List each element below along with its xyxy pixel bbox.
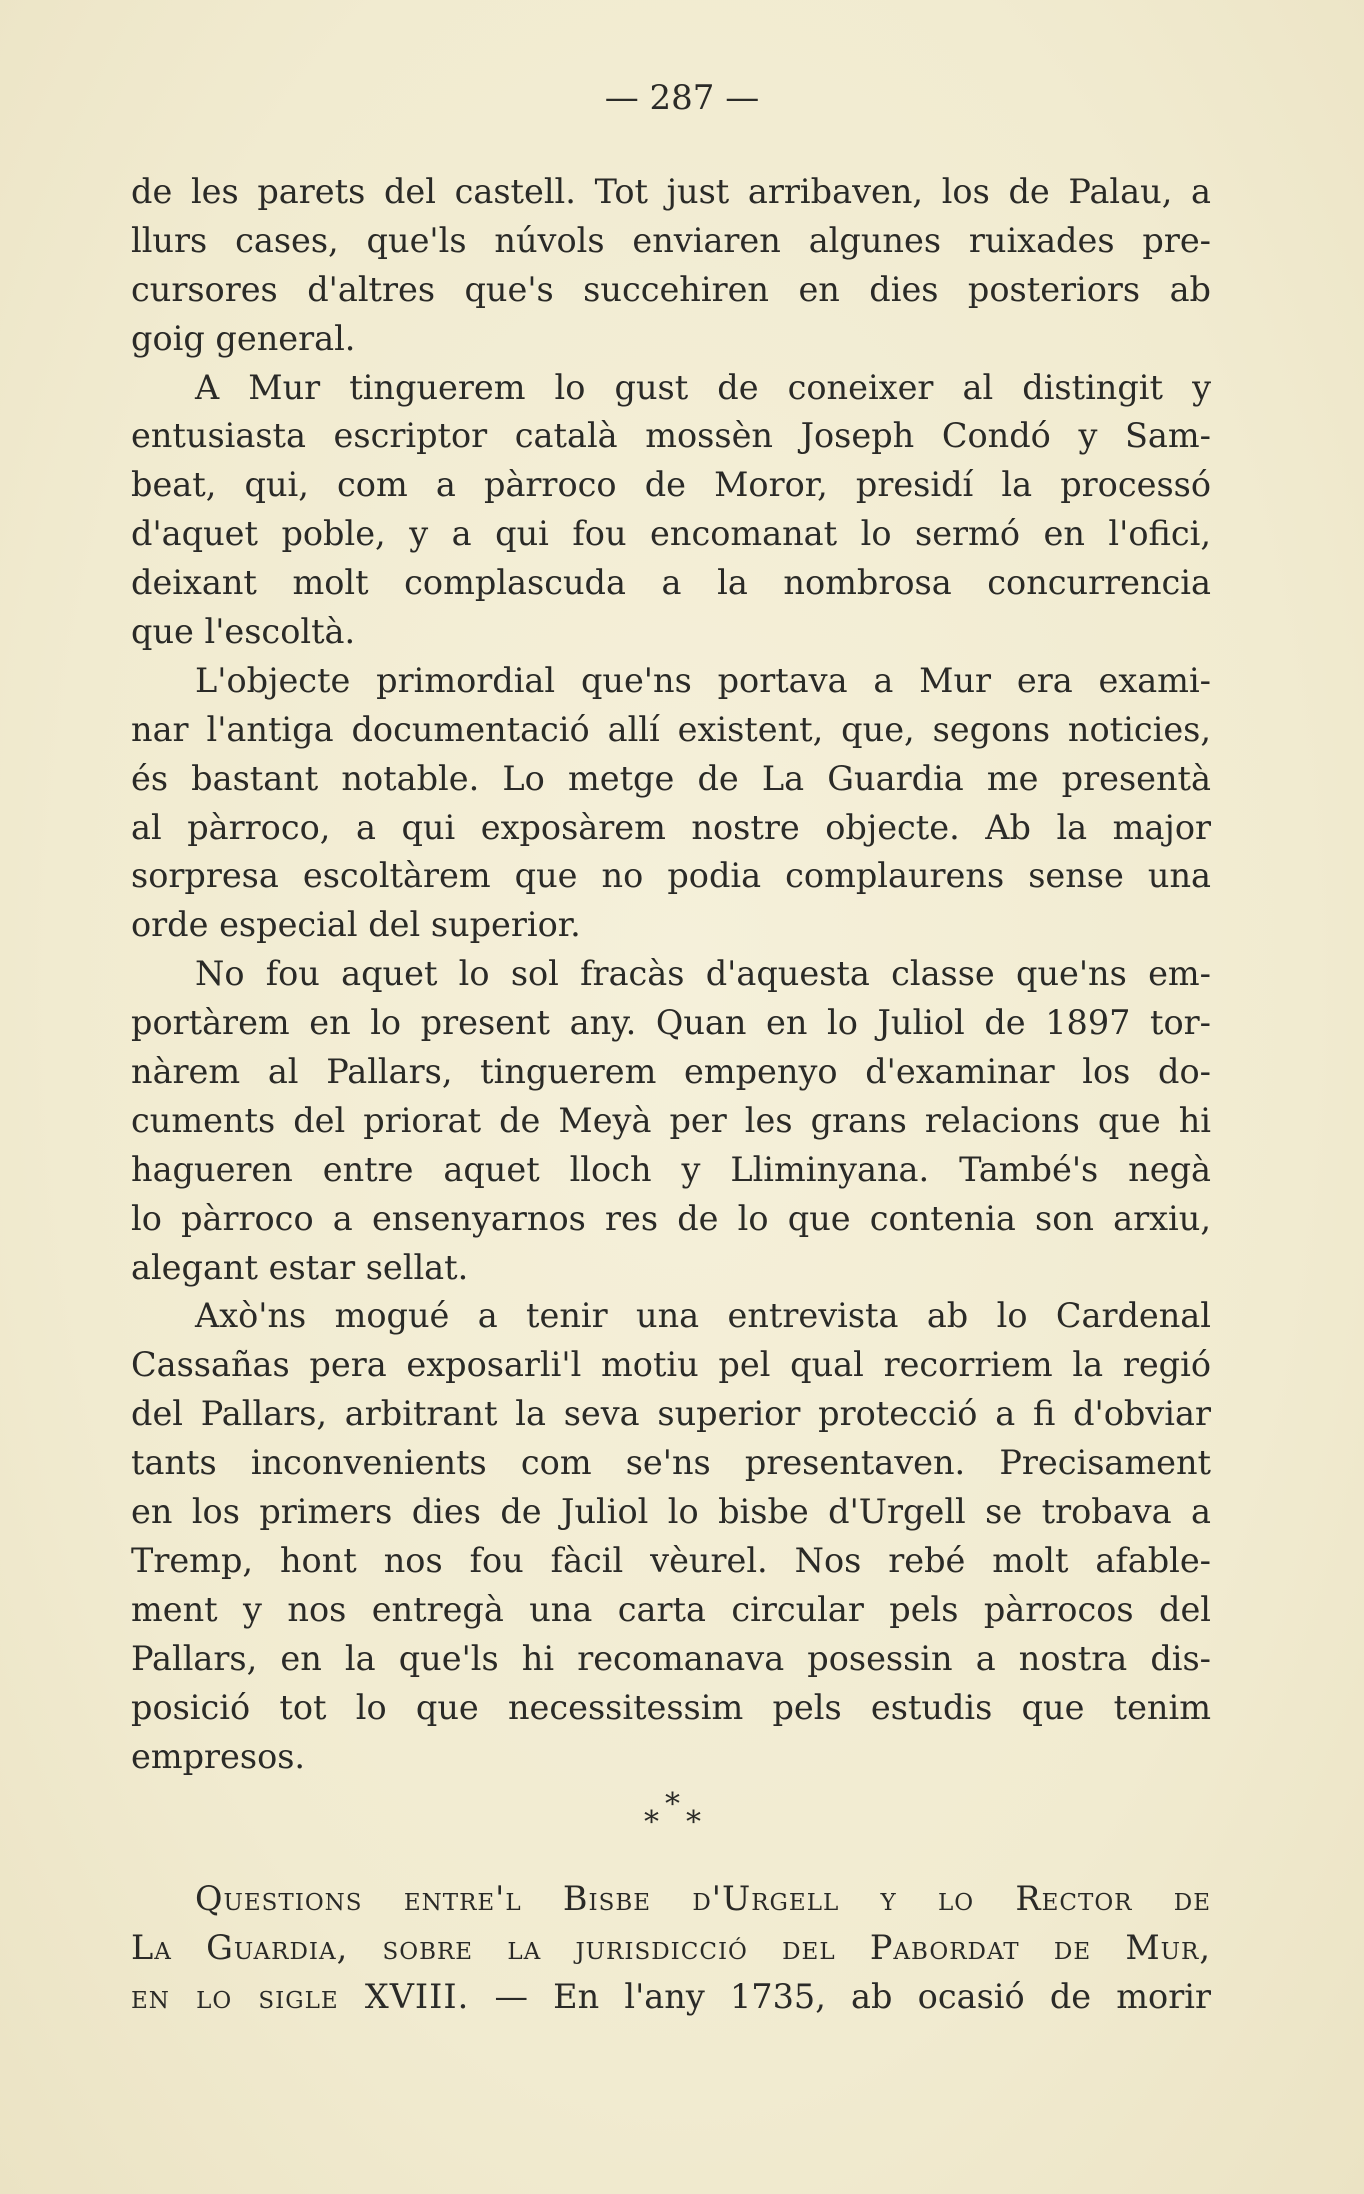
text-line: goig general.: [131, 318, 356, 358]
text-line: que l'escoltà.: [131, 612, 356, 652]
text-line: sorpresa escoltàrem que no podia complaurens sense una: [131, 856, 1211, 896]
text-line: A Mur tinguerem lo gust de coneixer al distingit y: [195, 367, 1211, 407]
text-line: Axò'ns mogué a tenir una entrevista ab lo Cardenal: [195, 1296, 1211, 1336]
heading-smallcaps: en lo sigle XVIII.: [131, 1977, 470, 2017]
heading-tail: — En l'any 1735, ab ocasió de morir: [469, 1977, 1211, 2017]
asterism-star: *: [686, 1805, 701, 1841]
heading-line: Questions entre'l Bisbe d'Urgell y lo Rector de: [195, 1879, 1211, 1919]
text-line: deixant molt complascuda a la nombrosa concurrencia: [131, 563, 1211, 603]
paragraph: [131, 1292, 1211, 1781]
text-line: No fou aquet lo sol fracàs d'aquesta classe que'ns em-: [195, 954, 1211, 994]
text-line: entusiasta escriptor català mossèn Joseph Condó y Sam-: [131, 416, 1211, 456]
text-line: és bastant notable. Lo metge de La Guardia me presentà: [131, 758, 1211, 798]
text-line: ment y nos entregà una carta circular pels pàrrocos del: [131, 1589, 1211, 1629]
text-line: cursores d'altres que's succehiren en dies posteriors ab: [131, 269, 1211, 309]
text-line: L'objecte primordial que'ns portava a Mur era exami-: [195, 660, 1211, 700]
section-gap: [131, 1853, 1211, 1875]
section-heading: [131, 1875, 1211, 2022]
text-line: Cassañas pera exposarli'l motiu pel qual recorriem la regió: [131, 1345, 1211, 1385]
text-line: del Pallars, arbitrant la seva superior protecció a fi d'obviar: [131, 1394, 1211, 1434]
text-line: d'aquet poble, y a qui fou encomanat lo sermó en l'ofici,: [131, 514, 1211, 554]
text-line: posició tot lo que necessitessim pels estudis que tenim: [131, 1687, 1211, 1727]
heading-line: [131, 1973, 1211, 2022]
asterism-star: *: [665, 1787, 680, 1823]
paragraph: [131, 168, 1211, 364]
paragraph: [131, 657, 1211, 950]
asterism-divider: [131, 1781, 1211, 1853]
text-line: llurs cases, que'ls núvols enviaren algunes ruixades pre-: [131, 220, 1211, 260]
paragraph: [131, 364, 1211, 657]
asterism-star: *: [644, 1805, 659, 1841]
text-line: de les parets del castell. Tot just arribaven, los de Palau, a: [131, 172, 1211, 211]
page-number: — 287 —: [604, 78, 760, 118]
body-text: [131, 168, 1211, 2022]
text-line: hagueren entre aquet lloch y Lliminyana. També's negà: [131, 1149, 1211, 1189]
text-line: nàrem al Pallars, tinguerem empenyo d'examinar los do-: [131, 1052, 1211, 1092]
text-line: Pallars, en la que'ls hi recomanava posessin a nostra dis-: [131, 1638, 1211, 1678]
text-line: lo pàrroco a ensenyarnos res de lo que contenia son arxiu,: [131, 1198, 1211, 1238]
text-line: Tremp, hont nos fou fàcil vèurel. Nos rebé molt afable-: [131, 1540, 1211, 1580]
text-line: beat, qui, com a pàrroco de Moror, presidí la processó: [131, 465, 1211, 505]
text-line: alegant estar sellat.: [131, 1247, 469, 1287]
text-line: empresos.: [131, 1736, 306, 1776]
text-line: al pàrroco, a qui exposàrem nostre objecte. Ab la major: [131, 807, 1211, 847]
text-line: tants inconvenients com se'ns presentaven. Precisament: [131, 1443, 1211, 1483]
heading-line: La Guardia, sobre la jurisdicció del Pabordat de Mur,: [131, 1928, 1211, 1968]
text-line: portàrem en lo present any. Quan en lo Juliol de 1897 tor-: [131, 1003, 1211, 1043]
paragraph: [131, 950, 1211, 1292]
text-line: nar l'antiga documentació allí existent, que, segons noticies,: [131, 709, 1211, 749]
text-line: en los primers dies de Juliol lo bisbe d'Urgell se trobava a: [131, 1492, 1211, 1532]
text-line: cuments del priorat de Meyà per les grans relacions que hi: [131, 1100, 1211, 1140]
text-line: orde especial del superior.: [131, 905, 581, 945]
